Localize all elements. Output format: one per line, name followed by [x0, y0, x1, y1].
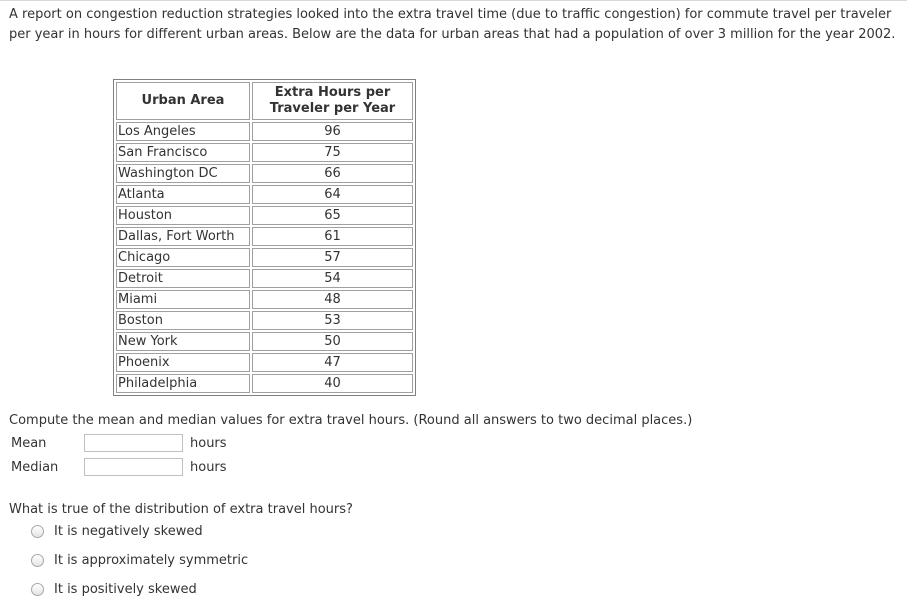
table-row: [116, 143, 413, 162]
table-body: [116, 122, 413, 393]
cell-urban-area: Dallas, Fort Worth: [116, 227, 250, 246]
radio-button[interactable]: [31, 525, 44, 538]
option-positively-skewed[interactable]: [31, 580, 197, 598]
intro-text: A report on congestion reduction strategies looked into the extra travel time (due to traffic congestion) for commute travel per traveler per year in hours for different urban areas. Below are the data for urban areas that had a population of over 3 million for the year 2002.: [9, 7, 896, 42]
cell-urban-area: Los Angeles: [116, 122, 250, 141]
cell-extra-hours: 66: [252, 164, 413, 183]
table-row: [116, 122, 413, 141]
table-header-row: [116, 82, 413, 120]
table-row: [116, 164, 413, 183]
table-row: [116, 332, 413, 351]
mean-label: Mean: [11, 435, 47, 451]
table-row: [116, 353, 413, 372]
cell-urban-area: Boston: [116, 311, 250, 330]
cell-urban-area: Chicago: [116, 248, 250, 267]
radio-button[interactable]: [31, 554, 44, 567]
cell-extra-hours: 61: [252, 227, 413, 246]
cell-extra-hours: 64: [252, 185, 413, 204]
median-input[interactable]: [84, 458, 183, 476]
option-approximately-symmetric[interactable]: [31, 551, 248, 569]
cell-urban-area: New York: [116, 332, 250, 351]
question-distribution: What is true of the distribution of extra travel hours?: [9, 502, 353, 517]
cell-urban-area: Atlanta: [116, 185, 250, 204]
table-row: [116, 311, 413, 330]
cell-urban-area: San Francisco: [116, 143, 250, 162]
question-mean-median: Compute the mean and median values for extra travel hours. (Round all answers to two decimal places.): [9, 413, 693, 428]
cell-urban-area: Philadelphia: [116, 374, 250, 393]
cell-urban-area: Phoenix: [116, 353, 250, 372]
median-unit: hours: [190, 459, 227, 475]
cell-urban-area: Detroit: [116, 269, 250, 288]
mean-row: [11, 433, 227, 453]
option-label: It is negatively skewed: [54, 523, 203, 539]
median-row: [11, 457, 227, 477]
mean-unit: hours: [190, 435, 227, 451]
cell-urban-area: Houston: [116, 206, 250, 225]
cell-extra-hours: 54: [252, 269, 413, 288]
cell-extra-hours: 53: [252, 311, 413, 330]
cell-extra-hours: 75: [252, 143, 413, 162]
option-label: It is positively skewed: [54, 581, 197, 597]
table-row: [116, 227, 413, 246]
cell-extra-hours: 96: [252, 122, 413, 141]
option-negatively-skewed[interactable]: [31, 522, 203, 540]
cell-extra-hours: 47: [252, 353, 413, 372]
data-table: [113, 79, 416, 396]
table-row: [116, 374, 413, 393]
cell-extra-hours: 48: [252, 290, 413, 309]
table-row: [116, 248, 413, 267]
cell-extra-hours: 40: [252, 374, 413, 393]
cell-extra-hours: 65: [252, 206, 413, 225]
cell-urban-area: Miami: [116, 290, 250, 309]
header-extra-hours: Extra Hours per Traveler per Year: [252, 82, 413, 120]
mean-input[interactable]: [84, 434, 183, 452]
table-row: [116, 290, 413, 309]
top-divider: [0, 0, 907, 1]
table-row: [116, 206, 413, 225]
header-urban-area: Urban Area: [116, 82, 250, 120]
radio-button[interactable]: [31, 583, 44, 596]
option-label: It is approximately symmetric: [54, 552, 249, 568]
median-label: Median: [11, 459, 59, 475]
cell-urban-area: Washington DC: [116, 164, 250, 183]
table-row: [116, 269, 413, 288]
cell-extra-hours: 50: [252, 332, 413, 351]
table-row: [116, 185, 413, 204]
cell-extra-hours: 57: [252, 248, 413, 267]
